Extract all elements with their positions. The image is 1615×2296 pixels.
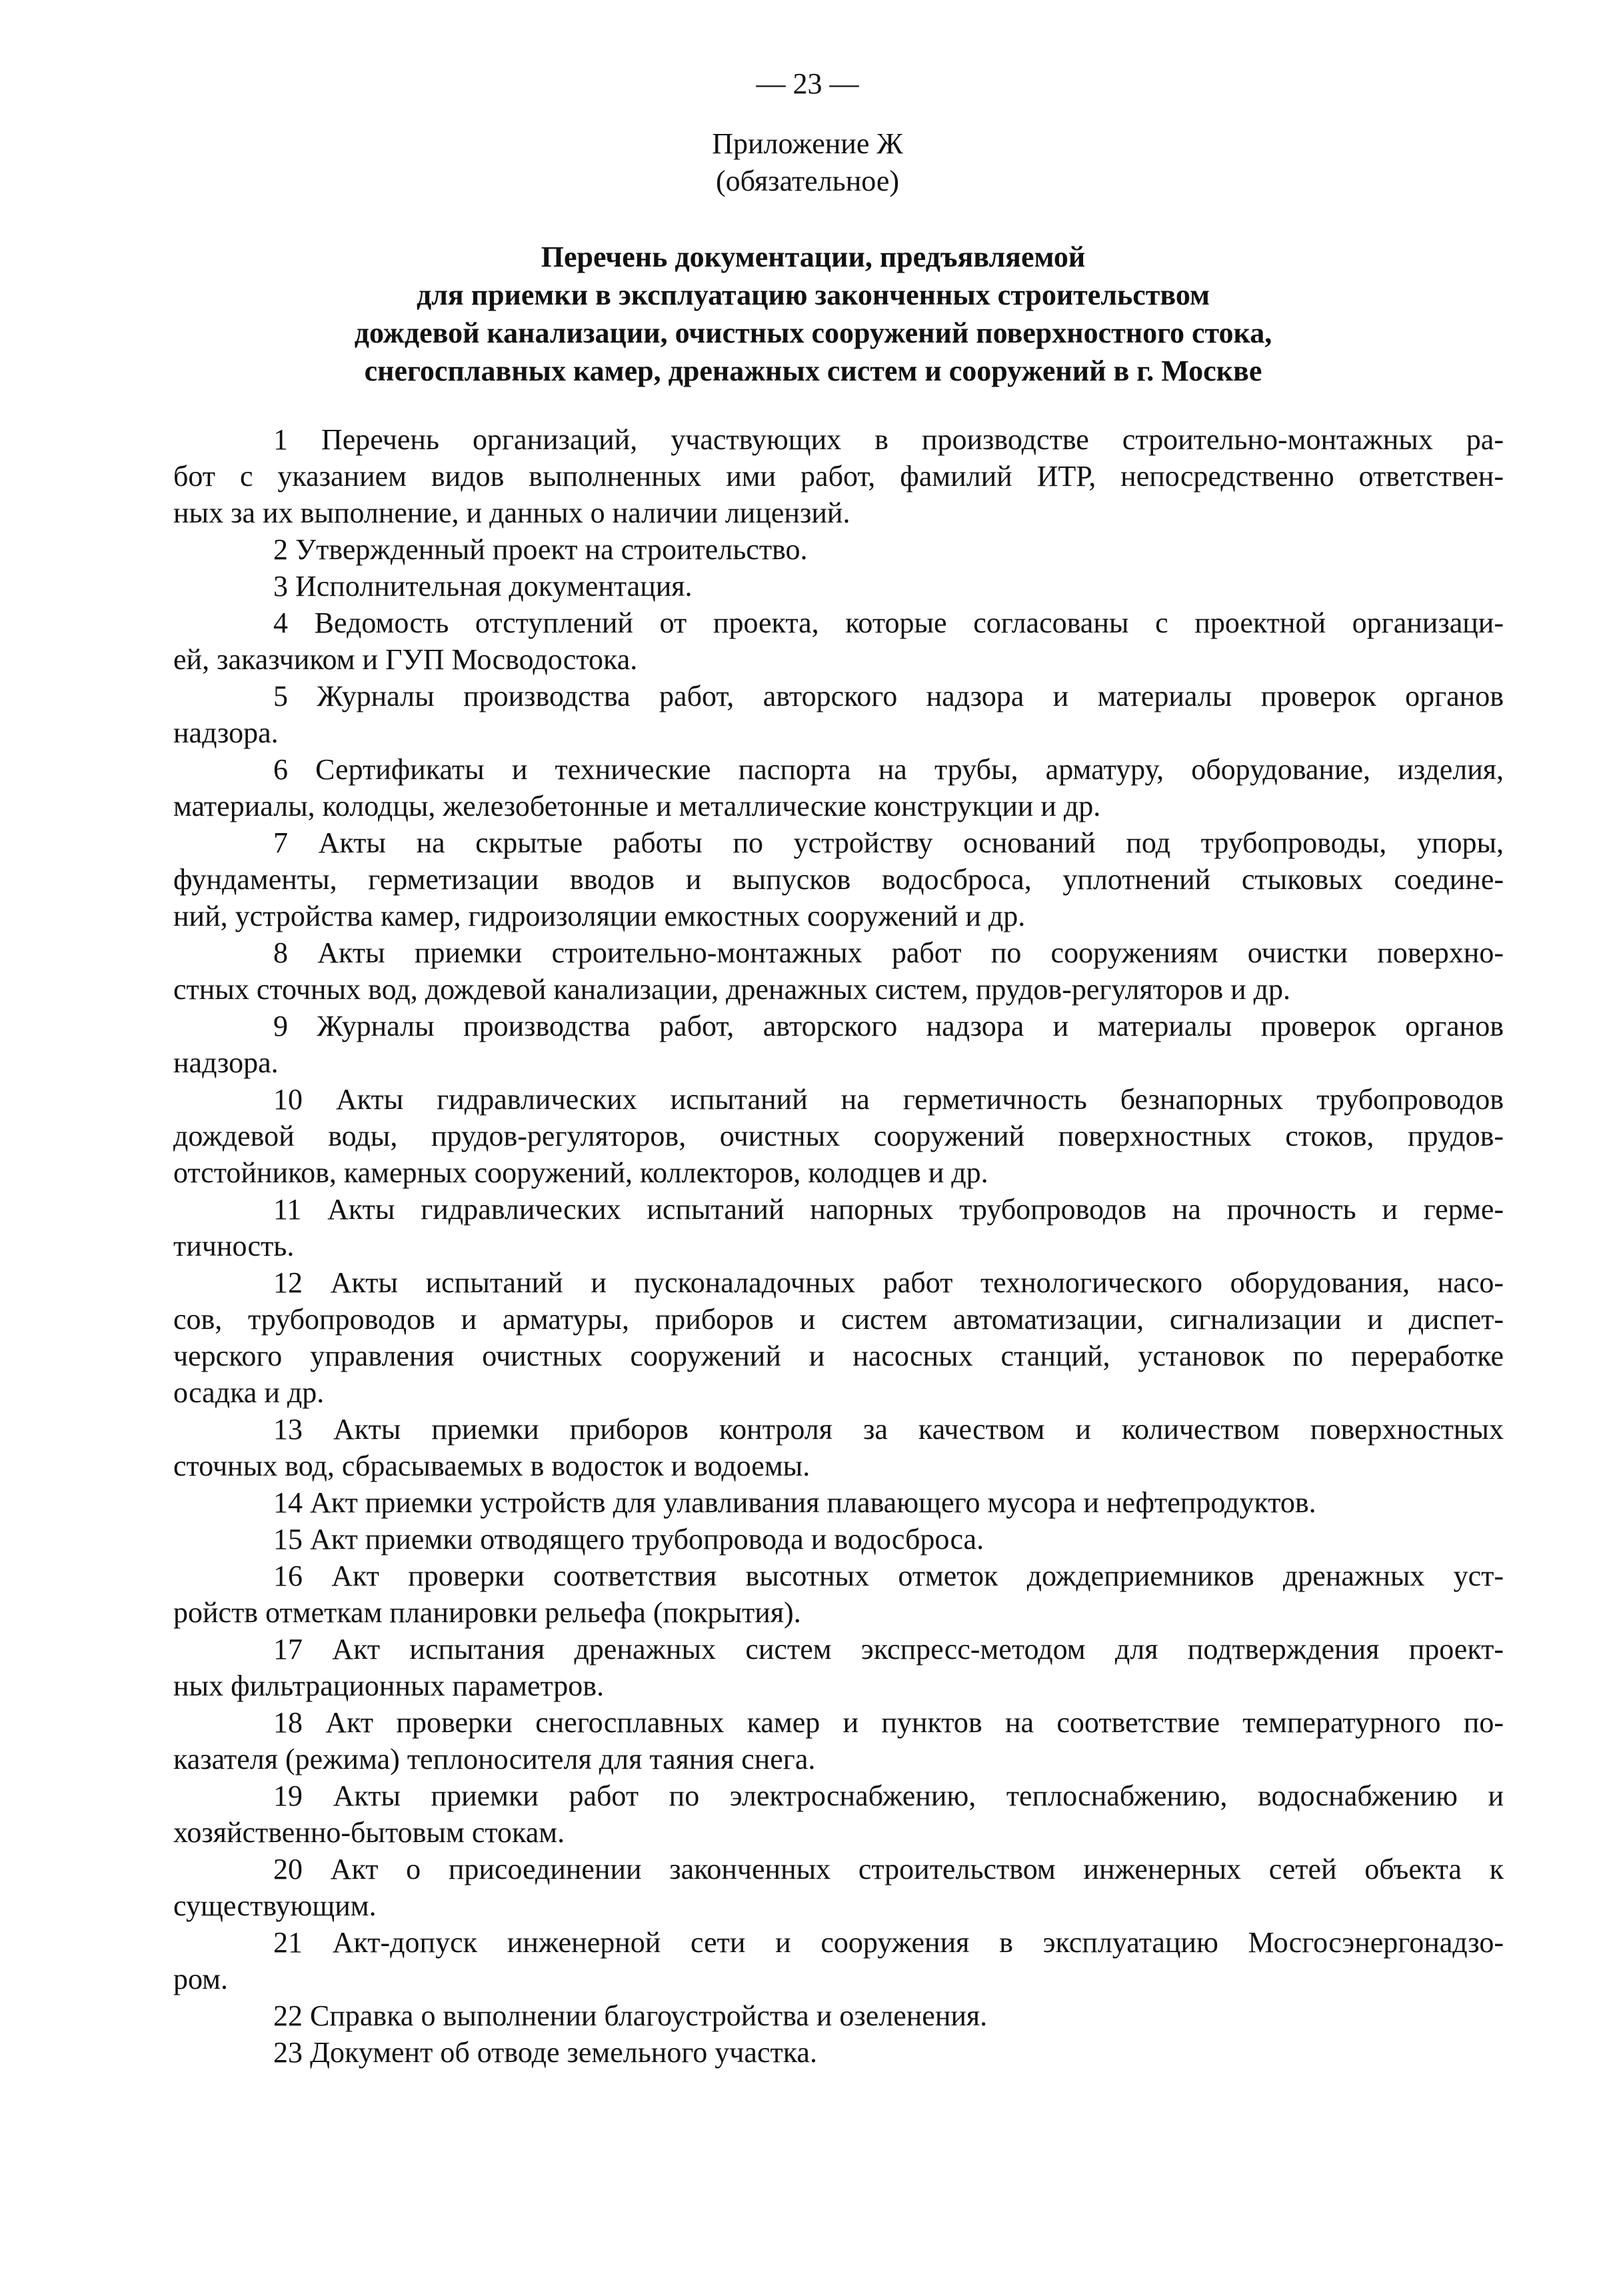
list-item-line: фундаменты, герметизации вводов и выпусков водосброса, уплотнений стыковых соедине- (173, 863, 1504, 896)
list-item (173, 604, 1504, 678)
list-item-line: ных фильтрационных параметров. (173, 1670, 605, 1702)
list-item-line: 19 Акты приемки работ по электроснабжению, теплоснабжению, водоснабжению и (273, 1779, 1504, 1812)
page-number: — 23 — (756, 67, 859, 100)
list-item (173, 531, 1504, 568)
list-item-line: ей, заказчиком и ГУП Мосводостока. (173, 643, 638, 676)
heading-line: Перечень документации, предъявляемой (541, 241, 1086, 273)
list-item-line: 12 Акты испытаний и пусконаладочных работ технологического оборудования, насо- (273, 1266, 1504, 1299)
list-item-line: 22 Справка о выполнении благоустройства и озеленения. (273, 1999, 988, 2032)
list-item-line: 9 Журналы производства работ, авторского надзора и материалы проверок органов (273, 1010, 1504, 1042)
list-item-line: 15 Акт приемки отводящего трубопровода и водосброса. (273, 1523, 984, 1556)
list-item-line: сов, трубопроводов и арматуры, приборов и систем автоматизации, сигнализации и диспет- (173, 1303, 1504, 1336)
list-item-line: ных за их выполнение, и данных о наличии лицензий. (173, 497, 850, 529)
list-item (173, 934, 1504, 1008)
list-item (173, 1264, 1504, 1411)
heading-line: дождевой канализации, очистных сооружений поверхностного стока, (354, 317, 1272, 349)
list-item-line: 7 Акты на скрытые работы по устройству оснований под трубопроводы, упоры, (273, 826, 1504, 859)
list-item-line: 1 Перечень организаций, участвующих в производстве строительно-монтажных ра- (273, 423, 1504, 456)
list-item-line: ром. (173, 1963, 229, 1995)
list-item-line: сточных вод, сбрасываемых в водосток и водоемы. (173, 1450, 810, 1482)
list-item (173, 1851, 1504, 1924)
list-item-line: 5 Журналы производства работ, авторского надзора и материалы проверок органов (273, 680, 1504, 712)
heading-line: снегосплавных камер, дренажных систем и сооружений в г. Москве (364, 355, 1262, 387)
list-item (173, 1704, 1504, 1777)
list-item-line: осадка и др. (173, 1376, 325, 1409)
list-item-line: материалы, колодцы, железобетонные и металлические конструкции и др. (173, 790, 1101, 822)
list-item (173, 824, 1504, 934)
list-item-line: 17 Акт испытания дренажных систем экспресс-методом для подтверждения проект- (273, 1633, 1504, 1666)
list-item (173, 1191, 1504, 1264)
list-item-line: 14 Акт приемки устройств для улавливания плавающего мусора и нефтепродуктов. (273, 1486, 1316, 1519)
list-item (173, 1411, 1504, 1484)
list-item-line: ний, устройства камер, гидроизоляции емкостных сооружений и др. (173, 900, 1026, 932)
list-item-line: тичность. (173, 1230, 295, 1262)
list-item-line: 2 Утвержденный проект на строительство. (273, 533, 808, 566)
list-item-line: 23 Документ об отводе земельного участка. (273, 2036, 817, 2069)
list-item (173, 1997, 1504, 2034)
list-item-line: 6 Сертификаты и технические паспорта на трубы, арматуру, оборудование, изделия, (273, 753, 1504, 786)
appendix-status: (обязательное) (716, 165, 899, 197)
list-item-line: хозяйственно-бытовым стокам. (173, 1816, 565, 1849)
list-item (173, 1484, 1504, 1521)
list-item (173, 1777, 1504, 1851)
list-item-line: 21 Акт-допуск инженерной сети и сооружения в эксплуатацию Мосгосэнергонадзо- (273, 1926, 1504, 1959)
list-item-line: отстойников, камерных сооружений, коллекторов, колодцев и др. (173, 1156, 988, 1189)
list-item-line: стных сточных вод, дождевой канализации, дренажных систем, прудов-регуляторов и др. (173, 973, 1291, 1006)
list-item-line: 16 Акт проверки соответствия высотных отметок дождеприемников дренажных уст- (273, 1560, 1504, 1592)
list-item-line: дождевой воды, прудов-регуляторов, очистных сооружений поверхностных стоков, прудов- (173, 1120, 1504, 1152)
list-item-line: черского управления очистных сооружений и насосных станций, установок по переработке (173, 1340, 1504, 1372)
list-item (173, 421, 1504, 531)
list-item-line: 11 Акты гидравлических испытаний напорных трубопроводов на прочность и герме- (273, 1193, 1504, 1226)
appendix-header (0, 125, 1615, 200)
list-item-line: 13 Акты приемки приборов контроля за качеством и количеством поверхностных (273, 1413, 1504, 1446)
list-item-line: 3 Исполнительная документация. (273, 570, 693, 602)
list-item (173, 678, 1504, 751)
list-item-line: 8 Акты приемки строительно-монтажных работ по сооружениям очистки поверхно- (273, 936, 1504, 969)
list-item (173, 1521, 1504, 1558)
list-item (173, 1558, 1504, 1631)
list-item-line: казателя (режима) теплоносителя для таяния снега. (173, 1743, 816, 1775)
list-item-line: 18 Акт проверки снегосплавных камер и пунктов на соответствие температурного по- (273, 1706, 1504, 1739)
document-list (173, 421, 1504, 2071)
list-item-line: существующим. (173, 1889, 377, 1922)
list-item-line: 10 Акты гидравлических испытаний на герметичность безнапорных трубопроводов (273, 1083, 1504, 1116)
list-item (173, 1924, 1504, 1997)
list-item (173, 568, 1504, 604)
list-item-line: ройств отметкам планировки рельефа (покрытия). (173, 1596, 801, 1629)
list-item (173, 1631, 1504, 1704)
list-item-line: надзора. (173, 1046, 279, 1079)
document-heading (240, 238, 1386, 390)
list-item (173, 751, 1504, 824)
list-item (173, 2034, 1504, 2071)
list-item-line: 20 Акт о присоединении законченных строительством инженерных сетей объекта к (273, 1853, 1504, 1885)
list-item-line: 4 Ведомость отступлений от проекта, которые согласованы с проектной организаци- (273, 606, 1504, 639)
list-item-line: надзора. (173, 716, 279, 749)
appendix-title: Приложение Ж (712, 127, 903, 160)
list-item-line: бот с указанием видов выполненных ими работ, фамилий ИТР, непосредственно ответствен- (173, 460, 1504, 493)
list-item (173, 1008, 1504, 1081)
heading-line: для приемки в эксплуатацию законченных строительством (416, 279, 1210, 311)
list-item (173, 1081, 1504, 1191)
